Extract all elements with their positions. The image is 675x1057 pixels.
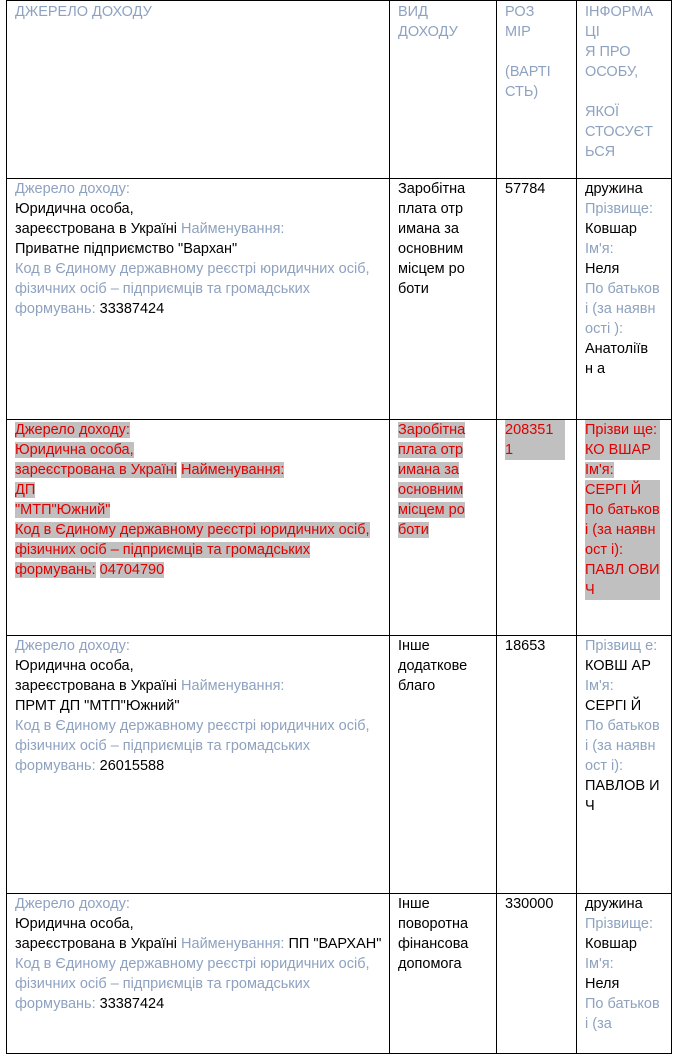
entity-code: 33387424 — [99, 301, 165, 317]
table-row-highlighted — [7, 420, 672, 636]
income-type-cell: Інше поворотна фінансова допомога — [390, 894, 497, 1054]
header-person: ІНФОРМА ЦІ Я ПРО ОСОБУ, ЯКОЇ СТОСУЄТ ЬСЯ — [577, 1, 672, 179]
header-amount: РОЗ МІР (ВАРТІ СТЬ) — [497, 1, 577, 179]
income-amount-cell: 18653 — [497, 636, 577, 894]
income-source-cell: Джерело доходу: Юридична особа, зареєстрована в Україні Найменування: ДП "МТП"Южний" Код в Єдиному державному реєстрі юридичних осіб, фізичних осіб – підприємців та громадських формувань: 04704790 — [7, 420, 390, 636]
entity-name: Приватне підприємство "Вархан" — [15, 241, 238, 257]
income-amount-cell: 330000 — [497, 894, 577, 1054]
person-cell: Прізвищ е: КОВШ АР Ім'я: СЕРГІ Й По батькові (за наявност і): ПАВЛОВ ИЧ — [577, 636, 672, 894]
table-row — [7, 636, 672, 894]
person-cell: дружина Прізвище: Ковшар Ім'я: Неля По батькові (за — [577, 894, 672, 1054]
income-table — [6, 0, 672, 1054]
income-source-cell: Джерело доходу: Юридична особа, зареєстрована в Україні Найменування: ПП "ВАРХАН" Код в Єдиному державному реєстрі юридичних осіб, фізичних осіб – підприємців та громадських формувань: 33387424 — [7, 894, 390, 1054]
person-cell: дружина Прізвище: Ковшар Ім'я: Неля По батькові (за наявності ): Анатоліїв н а — [577, 179, 672, 420]
income-type-cell: Заробітна плата отр имана за основним місцем ро боти — [390, 179, 497, 420]
source-label: Джерело доходу: — [15, 181, 130, 197]
table-row — [7, 179, 672, 420]
income-amount-cell: 57784 — [497, 179, 577, 420]
income-type-cell: Заробітна плата отр имана за основним місцем ро боти — [390, 420, 497, 636]
income-source-cell: Джерело доходу: Юридична особа, зареєстрована в Україні Найменування: ПРМТ ДП "МТП"Южний" Код в Єдиному державному реєстрі юридичних осіб, фізичних осіб – підприємців та громадських формувань: 26015588 — [7, 636, 390, 894]
header-source: ДЖЕРЕЛО ДОХОДУ — [7, 1, 390, 179]
table-row — [7, 894, 672, 1054]
header-type: ВИД ДОХОДУ — [390, 1, 497, 179]
header-row — [7, 1, 672, 179]
income-amount-cell: 208351 1 — [497, 420, 577, 636]
person-cell: Прізви ще: КО ВШАР Ім'я: СЕРГІ Й По батькові (за наявност і): ПАВЛ ОВИЧ — [577, 420, 672, 636]
income-source-cell: Джерело доходу: Юридична особа, зареєстрована в Україні Найменування: Приватне підприємство "Вархан" Код в Єдиному державному реєстрі юридичних осіб, фізичних осіб – підприємців та громадських формувань: 33387424 — [7, 179, 390, 420]
income-type-cell: Інше додаткове благо — [390, 636, 497, 894]
